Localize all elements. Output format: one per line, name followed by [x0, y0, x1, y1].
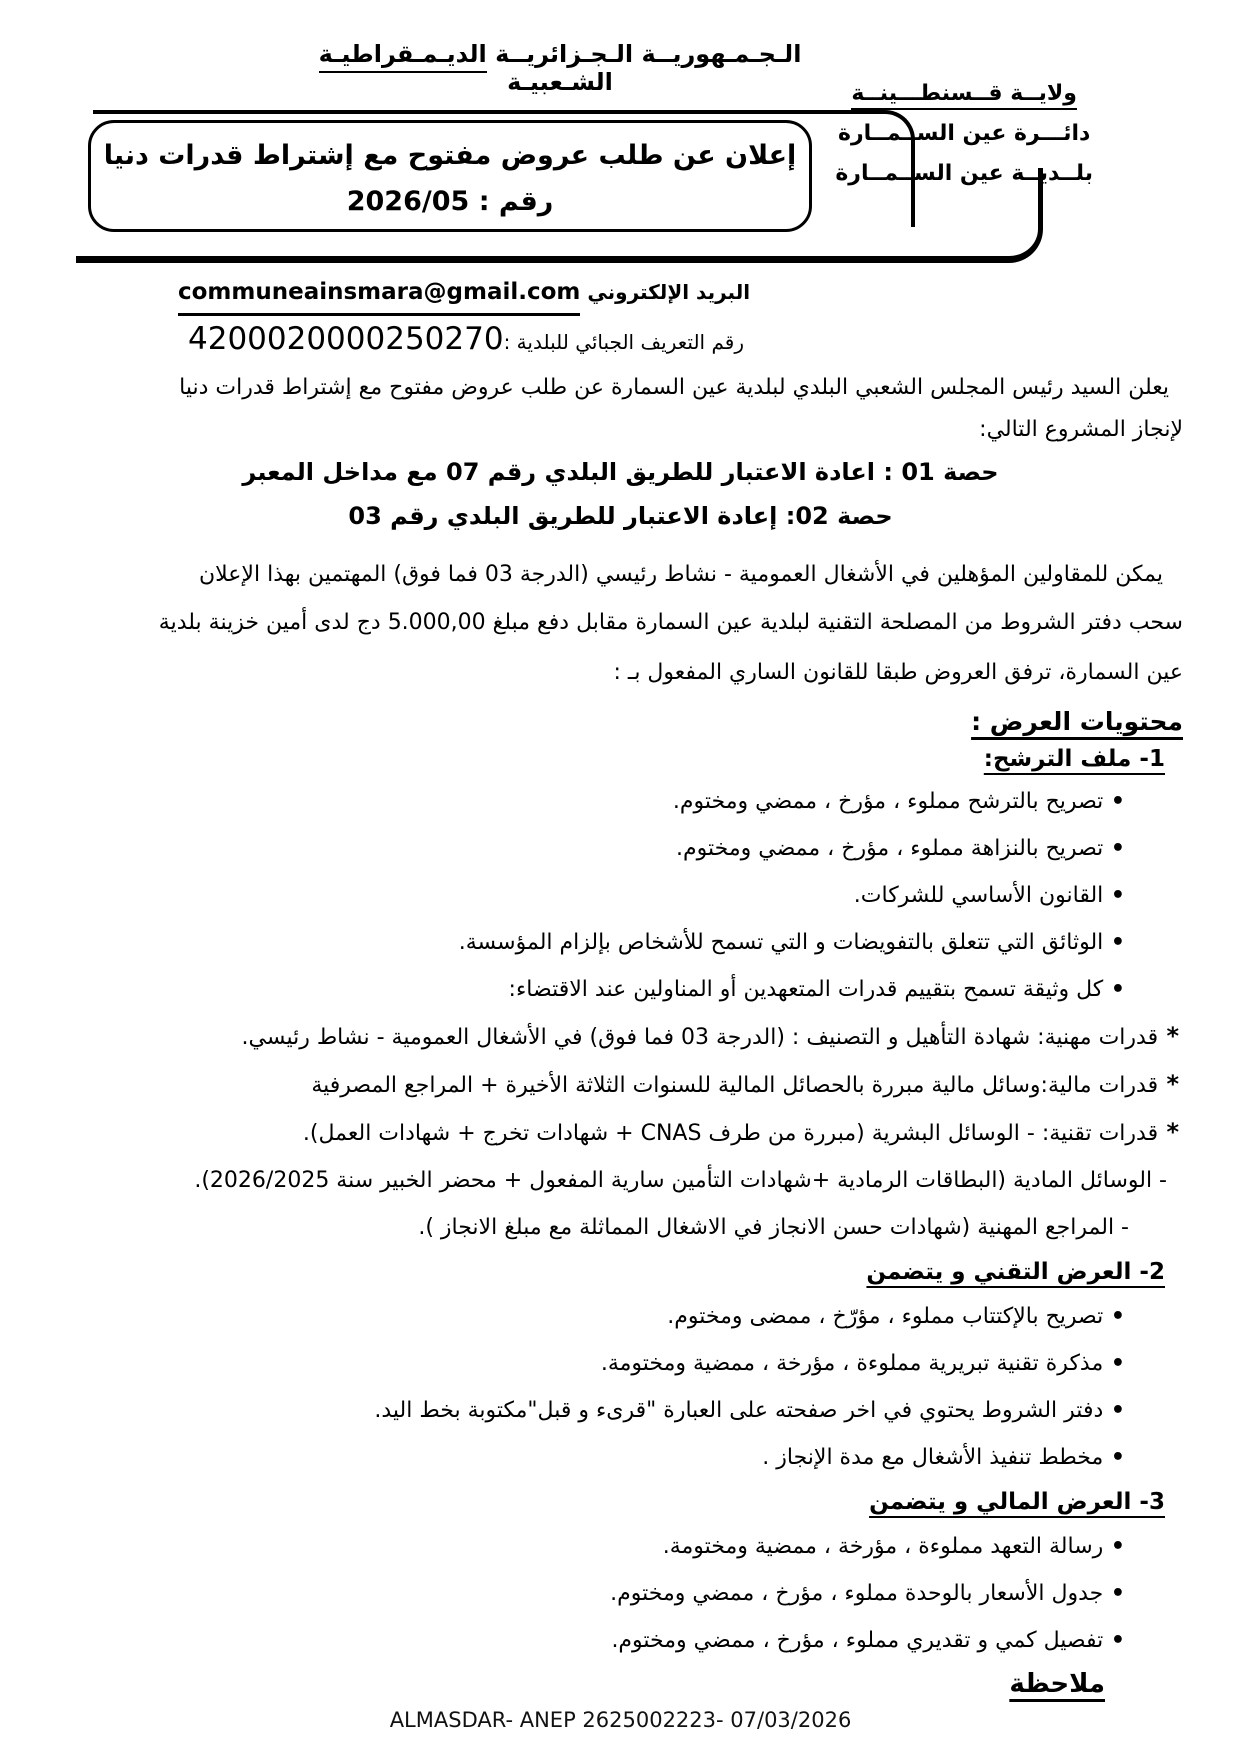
notice-title: إعلان عن طلب عروض مفتوح مع إشتراط قدرات دنيا [103, 140, 797, 171]
notice-number: رقم : 2026/05 [346, 186, 554, 217]
eligibility-line-2: سحب دفتر الشروط من المصلحة التقنية لبلدية عين السمارة مقابل دفع مبلغ 5.000,00 دج لدى أمين خزينة بلدية [158, 610, 1183, 635]
eligibility-line-1: يمكن للمقاولين المؤهلين في الأشغال العمومية - نشاط رئيسي (الدرجة 03 فما فوق) المهتمين بهذا الإعلان [199, 562, 1163, 587]
document-body [58, 272, 1183, 1704]
tax-id-line [58, 316, 1183, 366]
list-item: • تصريح بالنزاهة مملوء ، مؤرخ ، ممضي ومختوم. [58, 825, 1183, 872]
list-item: • مذكرة تقنية تبريرية مملوءة ، مؤرخة ، ممضية ومختومة. [58, 1340, 1183, 1387]
email-line [58, 272, 1183, 316]
list-item: • الوثائق التي تتعلق بالتفويضات و التي تسمح للأشخاص بإلزام المؤسسة. [58, 919, 1183, 966]
list-item: • تصريح بالترشح مملوء ، مؤرخ ، ممضي ومختوم. [58, 778, 1183, 825]
dash-item: - المراجع المهنية (شهادات حسن الانجاز في الاشغال المماثلة مع مبلغ الانجاز ). [418, 1215, 1129, 1240]
capacity-item: * قدرات مهنية: شهادة التأهيل و التصنيف : (الدرجة 03 فما فوق) في الأشغال العمومية - نشاط رئيسي. [58, 1013, 1183, 1061]
capacity-item: * قدرات مالية:وسائل مالية مبررة بالحصائل المالية للسنوات الثلاثة الأخيرة + المراجع المصرفية [58, 1061, 1183, 1109]
list-item: • جدول الأسعار بالوحدة مملوء ، مؤرخ ، ممضي ومختوم. [58, 1570, 1183, 1617]
section-1-heading: 1- ملف الترشح: [983, 746, 1165, 772]
publication-footer: ALMASDAR- ANEP 2625002223- 07/03/2026 [389, 1708, 852, 1732]
list-item: • مخطط تنفيذ الأشغال مع مدة الإنجاز . [58, 1434, 1183, 1481]
capacity-item: * قدرات تقنية: - الوسائل البشرية (مبررة من طرف CNAS + شهادات تخرج + شهادات العمل). [58, 1109, 1183, 1157]
republic-title-part1: الـجـمـهوريــة الـجـزائريــة [486, 40, 802, 68]
dash-item: - الوسائل المادية (البطاقات الرمادية +شهادات التأمين سارية المفعول + محضر الخبير سنة 2026/2025). [194, 1168, 1167, 1193]
republic-title-part2: الديـمـقراطيـة [319, 40, 487, 73]
intro-line-1: يعلن السيد رئيس المجلس الشعبي البلدي لبلدية عين السمارة عن طلب عروض مفتوح مع إشتراط قدرات دنيا [179, 375, 1169, 400]
lot-1: حصة 01 : اعادة الاعتبار للطريق البلدي رقم 07 مع مداخل المعبر [242, 458, 999, 486]
list-item: • دفتر الشروط يحتوي في اخر صفحته على العبارة "قرىء و قبل"مكتوبة بخط اليد. [58, 1387, 1183, 1434]
list-item: • تصريح بالإكتتاب مملوء ، مؤرّخ ، ممضى ومختوم. [58, 1293, 1183, 1340]
tax-id-number: 4200020000250270 [188, 321, 504, 357]
lot-2: حصة 02: إعادة الاعتبار للطريق البلدي رقم 03 [348, 502, 893, 530]
list-item: • كل وثيقة تسمح بتقييم قدرات المتعهدين أو المناولين عند الاقتضاء: [58, 966, 1183, 1013]
republic-title [270, 40, 850, 96]
contents-heading: محتويات العرض : [971, 707, 1183, 736]
email-label: البريد الإلكتروني [587, 280, 751, 304]
tax-id-label: رقم التعريف الجبائي للبلدية : [503, 330, 744, 354]
section-2-heading: 2- العرض التقني و يتضمن [866, 1259, 1165, 1285]
daira-line: دائـــرة عين الســمــارة [837, 121, 1091, 146]
note-heading: ملاحظة [1009, 1669, 1105, 1699]
list-item: • تفصيل كمي و تقديري مملوء ، مؤرخ ، ممضي ومختوم. [58, 1617, 1183, 1664]
wilaya-line: ولايــة قــسنطـــينــة [835, 74, 1093, 114]
intro-line-2: لإنجاز المشروع التالي: [979, 417, 1183, 442]
email-address: communeainsmara@gmail.com [178, 272, 580, 316]
republic-title-part3: الشـعبيـة [507, 68, 613, 96]
commune-line: بلــديــة عين الســمــارة [835, 161, 1093, 186]
notice-box [88, 120, 812, 232]
section-3-heading: 3- العرض المالي و يتضمن [869, 1489, 1165, 1515]
eligibility-line-3: عين السمارة، ترفق العروض طبقا للقانون الساري المفعول بـ : [613, 660, 1183, 685]
list-item: • رسالة التعهد مملوءة ، مؤرخة ، ممضية ومختومة. [58, 1523, 1183, 1570]
list-item: • القانون الأساسي للشركات. [58, 872, 1183, 919]
